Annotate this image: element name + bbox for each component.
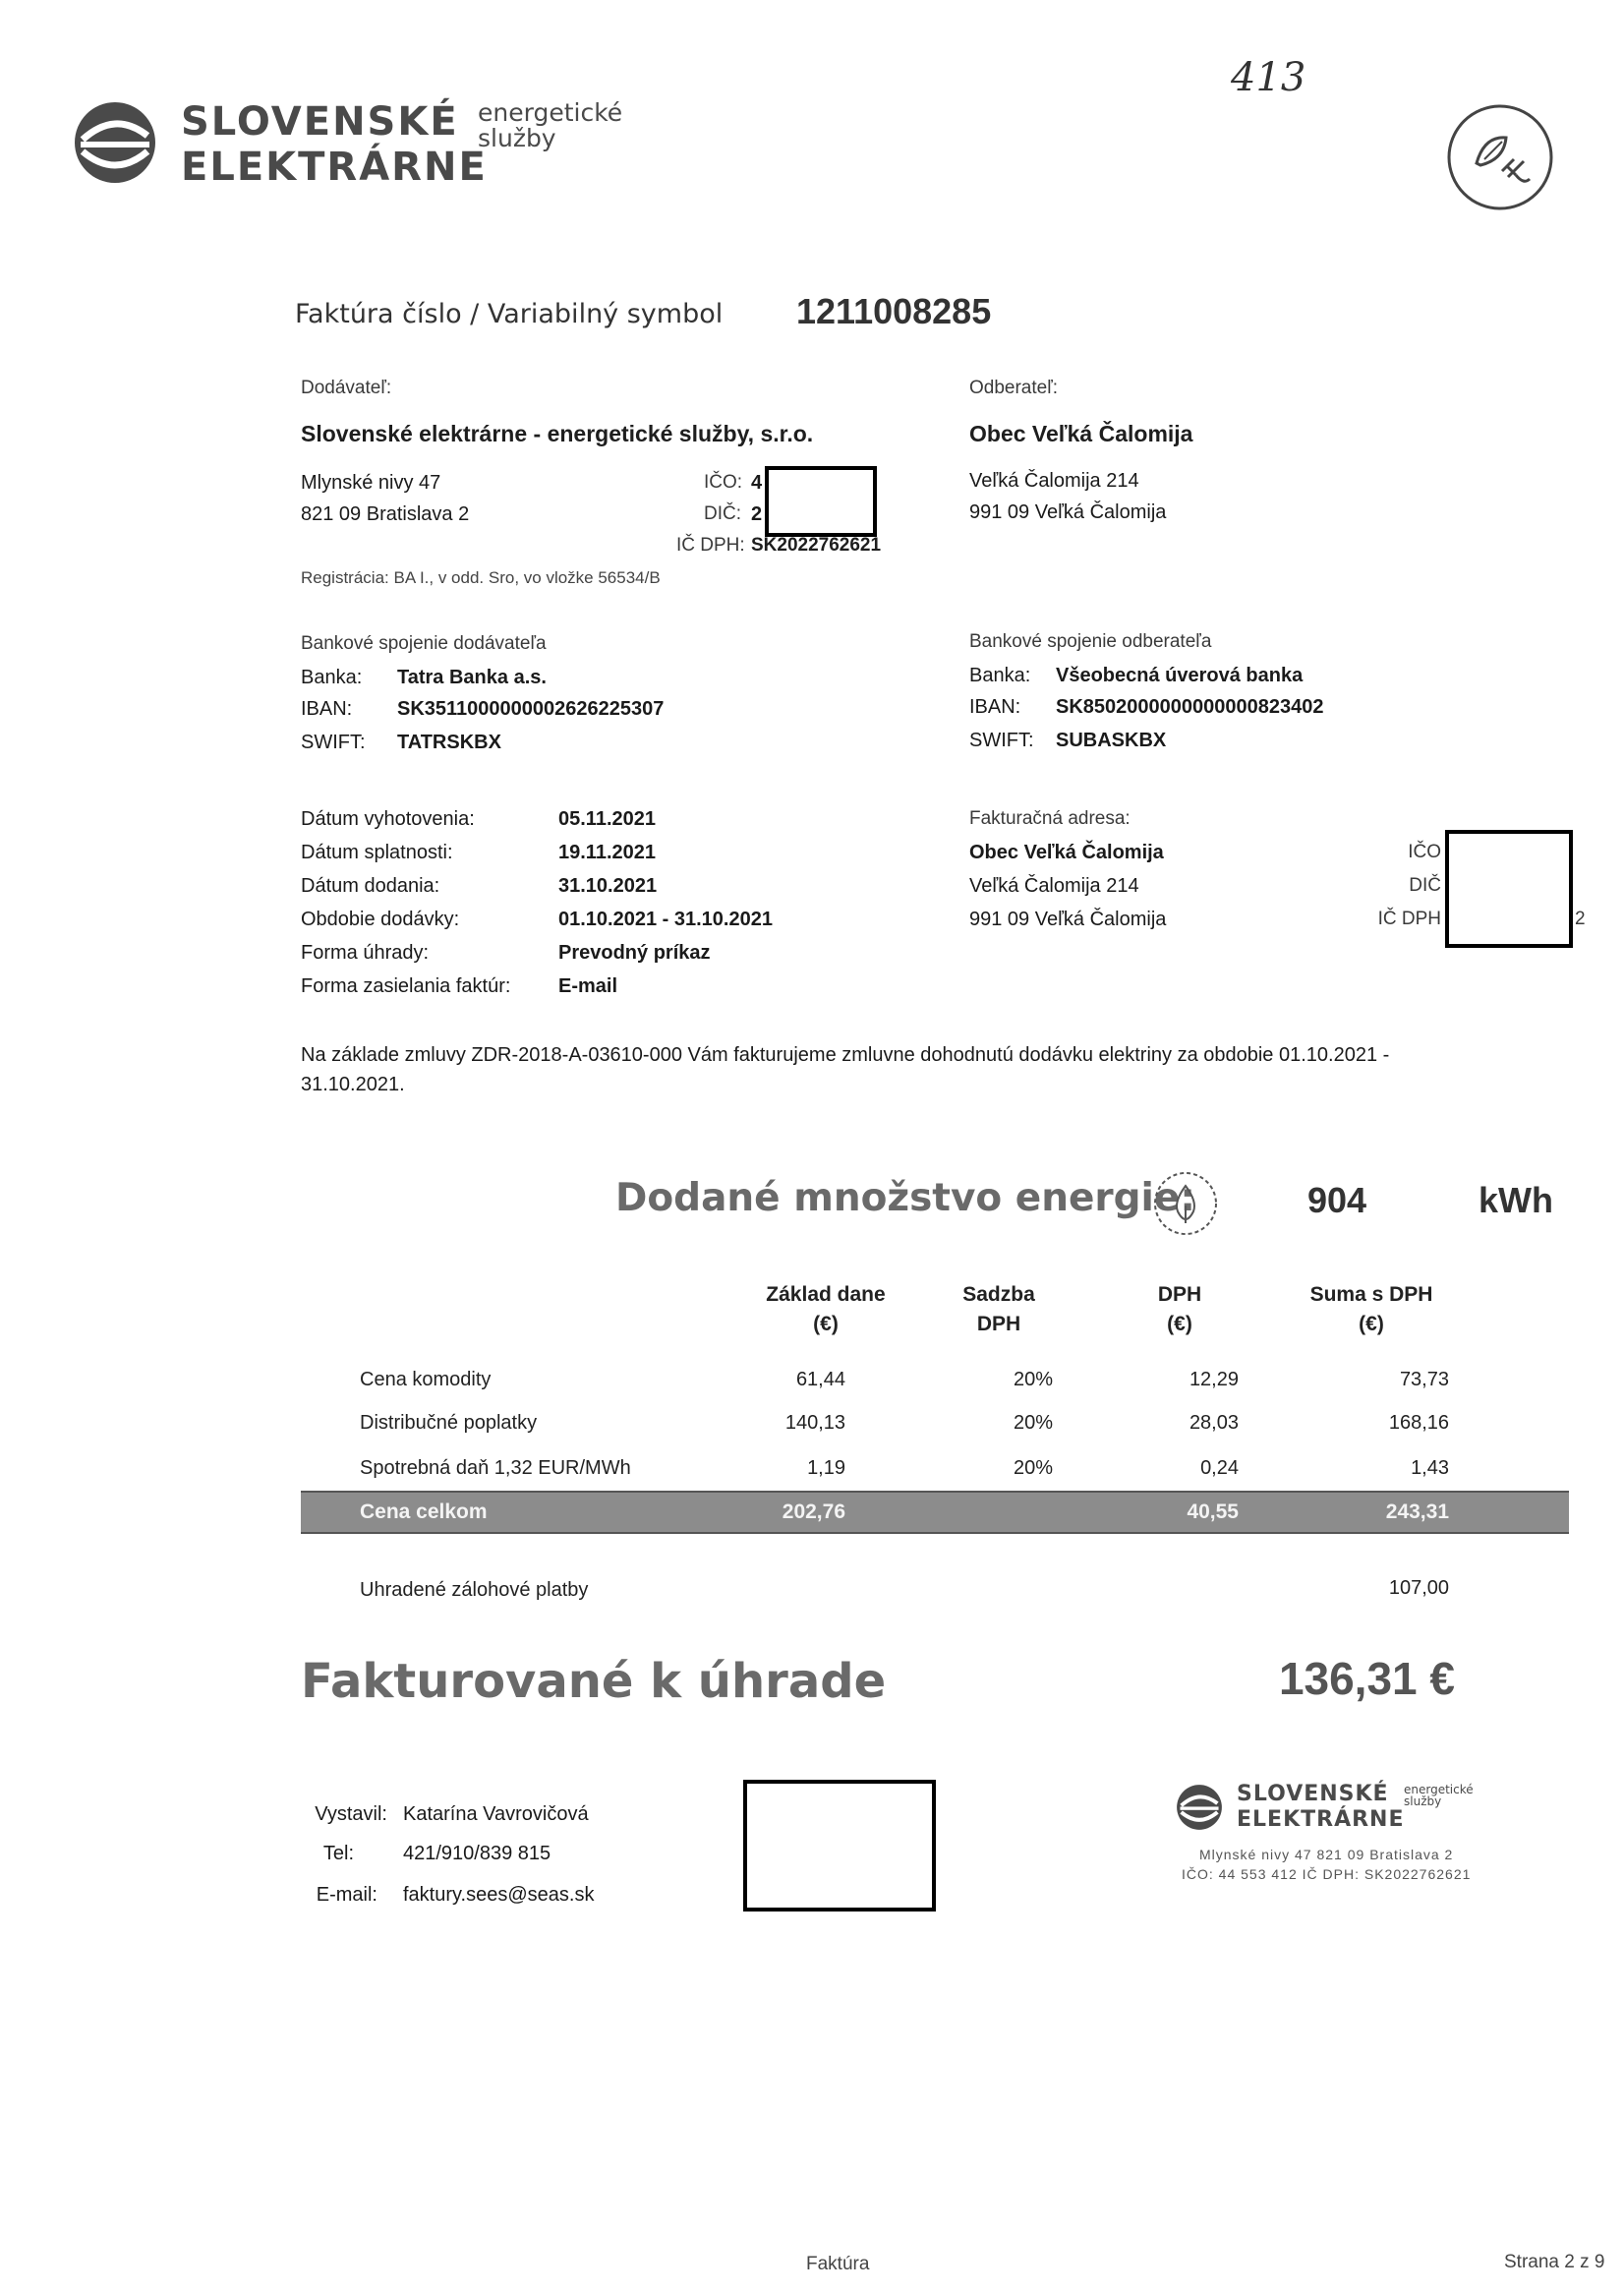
issued-value: 05.11.2021: [558, 808, 656, 830]
row-rate: 20%: [1013, 1457, 1054, 1479]
total-sum: 243,31: [1385, 1500, 1449, 1523]
row-sum: 73,73: [1399, 1369, 1449, 1390]
supplier-ico-label: IČO:: [704, 472, 743, 493]
column-header-base: [727, 1280, 924, 1339]
column-header-sum: [1278, 1280, 1465, 1339]
supplier-name: Slovenské elektrárne - energetické služby, s.r.o.: [301, 421, 814, 446]
energy-drop-icon: [1152, 1170, 1219, 1237]
header-rate-l1: Sadzba: [962, 1283, 1035, 1306]
issuer-by: Katarína Vavrovičová: [403, 1803, 589, 1825]
footer-page-number: Strana 2 z 9: [1504, 2252, 1605, 2272]
row-name: Cena komodity: [360, 1369, 492, 1390]
customer-city: 991 09 Veľká Čalomija: [969, 501, 1167, 523]
total-vat: 40,55: [1187, 1500, 1239, 1523]
delivery-label: Dátum dodania:: [301, 875, 440, 897]
supplier-icdph-label: IČ DPH:: [676, 535, 745, 556]
stamp-emblem-icon: [1176, 1784, 1223, 1831]
period-label: Obdobie dodávky:: [301, 909, 460, 930]
billing-label: Fakturačná adresa:: [969, 808, 1131, 829]
header-vat-l2: (€): [1167, 1313, 1192, 1335]
column-header-vat: [1111, 1280, 1248, 1339]
header-sum-l2: (€): [1359, 1313, 1384, 1335]
supplier-swift: TATRSKBX: [397, 732, 501, 753]
supplier-bank-label: Banka:: [301, 667, 363, 688]
amount-due-value: 136,31 €: [1278, 1653, 1455, 1704]
contract-text-line2: 31.10.2021.: [301, 1074, 405, 1095]
stamp-sub2: služby: [1404, 1794, 1442, 1808]
customer-name: Obec Veľká Čalomija: [969, 421, 1193, 446]
footer-doc-type: Faktúra: [806, 2254, 870, 2274]
row-rate: 20%: [1013, 1369, 1054, 1390]
issuer-tel: 421/910/839 815: [403, 1843, 551, 1864]
contract-text-line1: Na základe zmluvy ZDR-2018-A-03610-000 Vám fakturujeme zmluvne dohodnutú dodávku elektriny za obdobie 01.10.2021 -: [301, 1044, 1390, 1066]
customer-bank-label: Banka:: [969, 665, 1031, 686]
row-sum: 1,43: [1411, 1457, 1449, 1479]
row-base: 61,44: [795, 1369, 845, 1390]
supplier-city: 821 09 Bratislava 2: [301, 503, 470, 525]
handwritten-note: 413: [1231, 55, 1306, 100]
issuer-email-label: E-mail:: [316, 1884, 377, 1906]
energy-unit: kWh: [1479, 1180, 1553, 1220]
redaction-box: [1445, 830, 1573, 948]
invoice-title: Faktúra číslo / Variabilný symbol: [295, 299, 724, 329]
billing-icdph-tail: 2: [1575, 909, 1586, 929]
row-sum: 168,16: [1388, 1412, 1449, 1434]
header-base-l1: Základ dane: [766, 1283, 886, 1306]
supplier-dic-value: 2: [751, 503, 763, 525]
stamp-address: Mlynské nivy 47 821 09 Bratislava 2: [1199, 1847, 1454, 1862]
row-rate: 20%: [1013, 1412, 1054, 1434]
issued-label: Dátum vyhotovenia:: [301, 808, 475, 830]
billing-dic-label: DIČ: [1409, 875, 1441, 896]
payment-label: Forma úhrady:: [301, 942, 430, 964]
billing-icdph-label: IČ DPH: [1377, 909, 1441, 929]
due-label: Dátum splatnosti:: [301, 842, 453, 863]
customer-bank-name: Všeobecná úverová banka: [1056, 665, 1304, 686]
customer-iban-label: IBAN:: [969, 696, 1021, 718]
billing-street: Veľká Čalomija 214: [969, 875, 1139, 897]
row-name: Spotrebná daň 1,32 EUR/MWh: [360, 1457, 631, 1479]
supplier-ico-value: 4: [751, 472, 763, 494]
row-name: Distribučné poplatky: [360, 1412, 538, 1434]
supplier-iban-label: IBAN:: [301, 698, 353, 720]
supplier-swift-label: SWIFT:: [301, 732, 366, 753]
issuer-by-label: Vystavil:: [315, 1803, 387, 1825]
logo-line2: ELEKTRÁRNE: [181, 145, 488, 190]
logo-emblem-icon: [73, 100, 157, 185]
eco-plug-icon: [1445, 102, 1555, 212]
row-vat: 0,24: [1200, 1457, 1239, 1479]
billing-city: 991 09 Veľká Čalomija: [969, 909, 1167, 930]
issuer-tel-label: Tel:: [322, 1843, 354, 1864]
billing-ico-label: IČO: [1408, 842, 1441, 862]
total-name: Cena celkom: [360, 1500, 488, 1523]
company-stamp: [1176, 1778, 1530, 1896]
header-vat-l1: DPH: [1157, 1283, 1202, 1306]
payment-value: Prevodný príkaz: [558, 942, 711, 964]
customer-swift-label: SWIFT:: [969, 730, 1034, 751]
customer-bank-header: Bankové spojenie odberateľa: [969, 631, 1212, 652]
row-base: 140,13: [784, 1412, 845, 1434]
column-header-rate: [920, 1280, 1077, 1339]
header-sum-l1: Suma s DPH: [1309, 1283, 1433, 1306]
table-row: [0, 1457, 1624, 1487]
redaction-box: [743, 1780, 936, 1912]
row-vat: 28,03: [1189, 1412, 1239, 1434]
sending-label: Forma zasielania faktúr:: [301, 975, 511, 997]
advances-label: Uhradené zálohové platby: [360, 1579, 589, 1601]
energy-value: 904: [1307, 1180, 1367, 1220]
customer-label: Odberateľ:: [969, 378, 1059, 398]
energy-label: Dodané množstvo energie:: [615, 1176, 1195, 1220]
customer-swift: SUBASKBX: [1056, 730, 1167, 751]
supplier-label: Dodávateľ:: [301, 378, 392, 398]
stamp-sub1: energetické: [1404, 1783, 1474, 1796]
supplier-dic-label: DIČ:: [704, 503, 741, 524]
supplier-bank-name: Tatra Banka a.s.: [397, 667, 547, 688]
due-value: 19.11.2021: [558, 842, 656, 863]
supplier-street: Mlynské nivy 47: [301, 472, 441, 494]
stamp-line1: SLOVENSKÉ: [1237, 1782, 1389, 1806]
table-row: [0, 1369, 1624, 1398]
sending-value: E-mail: [558, 975, 618, 997]
billing-name: Obec Veľká Čalomija: [969, 842, 1164, 863]
total-row: [301, 1491, 1569, 1534]
period-value: 01.10.2021 - 31.10.2021: [558, 909, 773, 930]
supplier-icdph-value: SK2022762621: [751, 535, 882, 556]
customer-street: Veľká Čalomija 214: [969, 470, 1139, 492]
delivery-value: 31.10.2021: [558, 875, 658, 897]
issuer-email: faktury.sees@seas.sk: [403, 1884, 595, 1906]
company-logo: [73, 98, 663, 197]
supplier-registration: Registrácia: BA I., v odd. Sro, vo vložke 56534/B: [301, 568, 661, 587]
supplier-iban: SK3511000000002626225307: [397, 698, 665, 720]
invoice-number: 1211008285: [796, 291, 992, 331]
table-row: [0, 1412, 1624, 1441]
stamp-ids: IČO: 44 553 412 IČ DPH: SK2022762621: [1182, 1866, 1472, 1882]
supplier-bank-header: Bankové spojenie dodávateľa: [301, 633, 547, 654]
stamp-line2: ELEKTRÁRNE: [1237, 1807, 1405, 1832]
redaction-box: [765, 466, 877, 537]
logo-sub1: energetické: [478, 98, 623, 127]
amount-due-label: Fakturované k úhrade: [301, 1654, 887, 1709]
header-base-l2: (€): [813, 1313, 839, 1335]
customer-iban: SK8502000000000000823402: [1056, 696, 1324, 718]
row-vat: 12,29: [1189, 1369, 1239, 1390]
header-rate-l2: DPH: [976, 1313, 1021, 1335]
row-base: 1,19: [807, 1457, 845, 1479]
logo-sub2: služby: [478, 124, 556, 152]
advances-value: 107,00: [1388, 1577, 1449, 1599]
total-base: 202,76: [782, 1500, 845, 1523]
logo-line1: SLOVENSKÉ: [181, 99, 459, 145]
